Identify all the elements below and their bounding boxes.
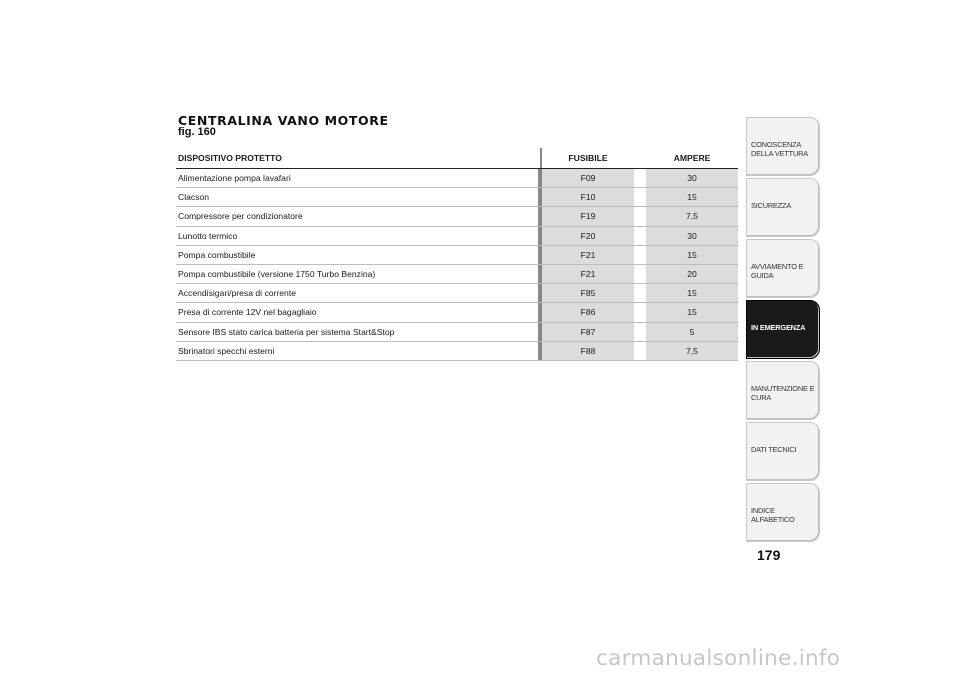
- cell-device: Compressore per condizionatore: [176, 207, 538, 226]
- figure-reference: fig. 160: [178, 126, 216, 138]
- table-row: [176, 264, 738, 283]
- cell-device: Alimentazione pompa lavafari: [176, 169, 538, 188]
- cell-device: Pompa combustibile (versione 1750 Turbo Benzina): [176, 264, 538, 283]
- tab-dati-tecnici[interactable]: [746, 422, 820, 481]
- cell-fuse: F21: [542, 245, 634, 264]
- tab-label: CONOSCENZA DELLA VETTURA: [751, 140, 808, 158]
- table-row: [176, 188, 738, 207]
- fuse-table: [176, 148, 738, 361]
- cell-device: Sbrinatori specchi esterni: [176, 341, 538, 360]
- tab-avviamento-e-guida[interactable]: [746, 239, 820, 298]
- cell-fuse: F19: [542, 207, 634, 226]
- table-row: [176, 284, 738, 303]
- cell-fuse: F87: [542, 322, 634, 341]
- cell-ampere: 15: [646, 245, 738, 264]
- cell-fuse: F20: [542, 226, 634, 245]
- table-row: [176, 322, 738, 341]
- table-row: [176, 207, 738, 226]
- chapter-tabs: [746, 117, 820, 544]
- cell-ampere: 30: [646, 169, 738, 188]
- cell-ampere: 15: [646, 188, 738, 207]
- tab-label: MANUTENZIONE E CURA: [751, 384, 815, 402]
- cell-ampere: 5: [646, 322, 738, 341]
- cell-ampere: 7,5: [646, 341, 738, 360]
- tab-manutenzione-e-cura[interactable]: [746, 361, 820, 420]
- cell-device: Accendisigari/presa di corrente: [176, 284, 538, 303]
- cell-device: Lunotto termico: [176, 226, 538, 245]
- cell-fuse: F21: [542, 264, 634, 283]
- cell-fuse: F09: [542, 169, 634, 188]
- tab-label: DATI TECNICI: [751, 445, 797, 454]
- tab-conoscenza-della-vettura[interactable]: [746, 117, 820, 176]
- tab-label: AVVIAMENTO E GUIDA: [751, 262, 804, 280]
- cell-ampere: 15: [646, 284, 738, 303]
- tab-label: SICUREZZA: [751, 201, 792, 210]
- cell-fuse: F85: [542, 284, 634, 303]
- header-fuse: FUSIBILE: [542, 148, 634, 169]
- header-device: DISPOSITIVO PROTETTO: [176, 148, 538, 169]
- table-header-row: [176, 148, 738, 169]
- tab-indice-alfabetico[interactable]: [746, 483, 820, 542]
- tab-in-emergenza[interactable]: [746, 300, 820, 359]
- cell-ampere: 20: [646, 264, 738, 283]
- table-row: [176, 341, 738, 360]
- tab-label: IN EMERGENZA: [751, 323, 806, 332]
- cell-ampere: 30: [646, 226, 738, 245]
- cell-device: Sensore IBS stato carica batteria per sistema Start&Stop: [176, 322, 538, 341]
- cell-ampere: 7,5: [646, 207, 738, 226]
- cell-fuse: F10: [542, 188, 634, 207]
- cell-device: Pompa combustibile: [176, 245, 538, 264]
- table-row: [176, 226, 738, 245]
- header-ampere: AMPERE: [646, 148, 738, 169]
- cell-device: Presa di corrente 12V nel bagagliaio: [176, 303, 538, 322]
- cell-device: Clacson: [176, 188, 538, 207]
- cell-fuse: F86: [542, 303, 634, 322]
- cell-ampere: 15: [646, 303, 738, 322]
- table-row: [176, 245, 738, 264]
- tab-label: INDICE ALFABETICO: [751, 506, 795, 524]
- page-number: 179: [757, 547, 781, 563]
- table-row: [176, 169, 738, 188]
- cell-fuse: F88: [542, 341, 634, 360]
- section-title: CENTRALINA VANO MOTORE: [178, 113, 389, 128]
- table-row: [176, 303, 738, 322]
- watermark: carmanualsonline.info: [596, 646, 841, 671]
- header-gap: [634, 148, 646, 169]
- tab-sicurezza[interactable]: [746, 178, 820, 237]
